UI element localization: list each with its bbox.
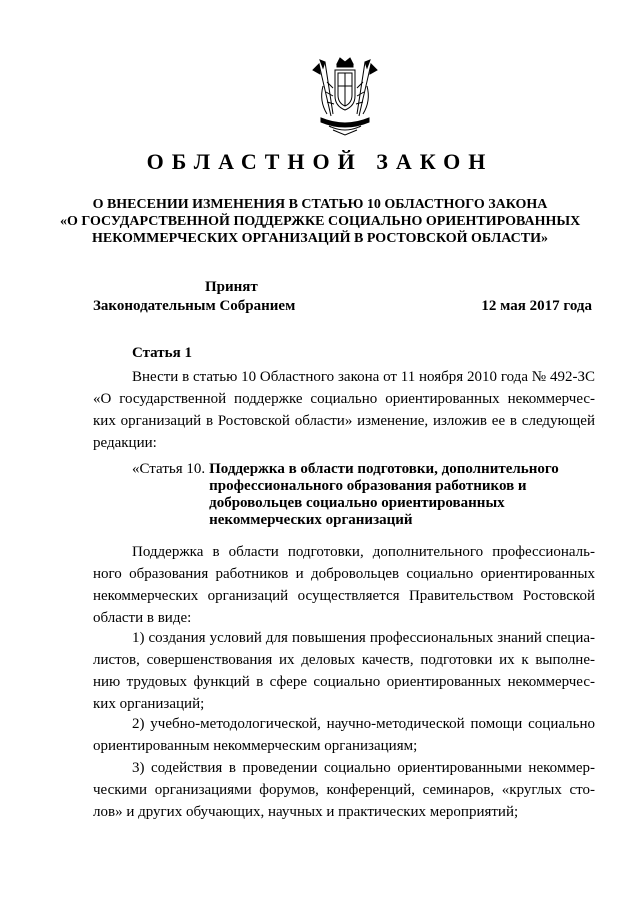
list-item-3: [93, 757, 595, 823]
coat-of-arms-emblem: [309, 56, 381, 136]
text-line: Внести в статью 10 Областного закона от 11 ноября 2010 года № 492-ЗС: [132, 369, 595, 385]
quoted-title-line: профессионального образования работников и: [209, 478, 527, 494]
support-paragraph: [93, 541, 595, 629]
subtitle-line: НЕКОММЕРЧЕСКИХ ОРГАНИЗАЦИЙ В РОСТОВСКОЙ ОБЛАСТИ»: [91, 231, 549, 246]
text-line: редакции:: [93, 435, 157, 451]
text-line: области в виде:: [93, 610, 192, 626]
text-line: 1) создания условий для повышения профессиональных знаний специа-: [132, 630, 595, 646]
subtitle-line: О ВНЕСЕНИИ ИЗМЕНЕНИЯ В СТАТЬЮ 10 ОБЛАСТНОГО ЗАКОНА: [92, 197, 548, 212]
law-title: ОБЛАСТНОЙ ЗАКОН: [146, 149, 494, 174]
quoted-article-number: «Статья 10.: [132, 461, 206, 477]
adoption-block: [93, 278, 295, 316]
text-line: ориентированным некоммерческим организациям;: [93, 738, 418, 754]
text-line: 2) учебно-методологической, научно-методической помощи социально: [132, 716, 595, 732]
law-subtitle: [60, 196, 580, 247]
text-line: ческими организациями форумов, конференций, семинаров, «круглых сто-: [93, 782, 595, 798]
text-line: ного образования работников и добровольцев социально ориентированных: [93, 566, 595, 582]
text-line: нию трудовых функций в сфере социально ориентированных некоммерчес-: [93, 674, 595, 690]
list-item-2: [93, 713, 595, 757]
adopted-label: Принят: [205, 279, 258, 295]
text-line: листов, совершенствования их деловых качеств, подготовки их к выполне-: [93, 652, 595, 668]
article-intro-paragraph: [93, 366, 595, 454]
text-line: «О государственной поддержке социально ориентированных некоммерчес-: [93, 391, 595, 407]
quoted-article-title: [205, 461, 559, 529]
article-heading: Статья 1: [132, 345, 192, 361]
text-line: ких организаций;: [93, 696, 205, 712]
text-line: Поддержка в области подготовки, дополнительного профессиональ-: [132, 544, 595, 560]
quoted-title-line: добровольцев социально ориентированных: [209, 495, 505, 511]
adoption-date: 12 мая 2017 года: [481, 298, 592, 314]
list-item-1: [93, 627, 595, 715]
text-line: ких организаций в Ростовской области» изменение, изложив ее в следующей: [93, 413, 595, 429]
adopted-by: Законодательным Собранием: [93, 298, 296, 314]
subtitle-line: «О ГОСУДАРСТВЕННОЙ ПОДДЕРЖКЕ СОЦИАЛЬНО ОРИЕНТИРОВАННЫХ: [60, 214, 581, 229]
text-line: некоммерческих организаций осуществляется Правительством Ростовской: [93, 588, 595, 604]
text-line: 3) содействия в проведении социально ориентированными некоммер-: [132, 760, 595, 776]
text-line: лов» и других обучающих, научных и практических мероприятий;: [93, 804, 519, 820]
quoted-article-heading: [132, 461, 559, 529]
quoted-title-line: некоммерческих организаций: [209, 512, 413, 528]
quoted-title-line: Поддержка в области подготовки, дополнительного: [209, 461, 559, 477]
